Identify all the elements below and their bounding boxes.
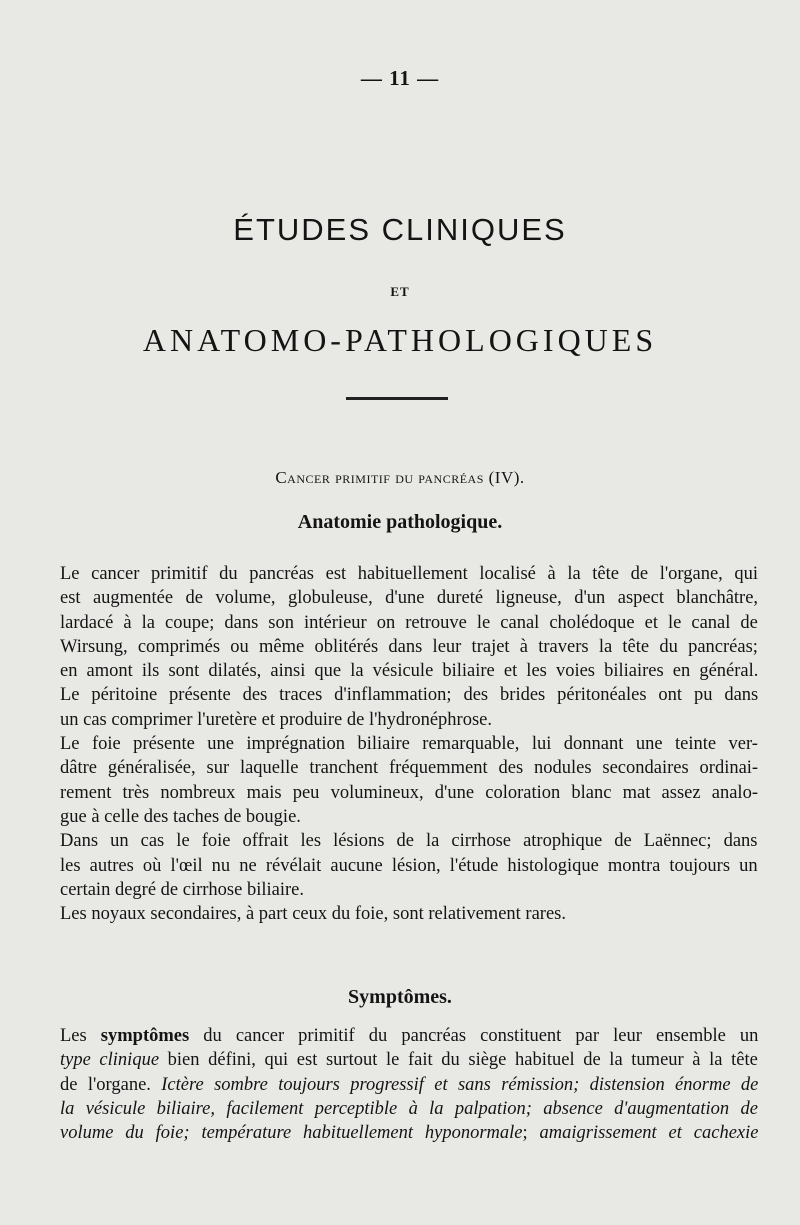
text-line: est augmentée de volume, globuleuse, d'une dureté ligneuse, d'un aspect blanchâtre, [60, 588, 759, 609]
caption-word: pancréas [418, 468, 484, 487]
text-line [60, 1073, 758, 1097]
italic-run: amaigrissement et cachexie [539, 1123, 759, 1144]
text-line: Dans un cas le foie offrait les lésions de la cirrhose atrophique de Laënnec; dans [60, 831, 758, 852]
caption-word: primitif [335, 468, 391, 487]
text-line: rement très nombreux mais peu volumineux, d'une coloration blanc mat assez analo- [60, 782, 758, 803]
text-line: les autres où l'œil nu ne révélait aucune lésion, l'étude histologique montra toujours un [60, 855, 758, 876]
caption-word: Cancer [275, 468, 331, 487]
text-run: du cancer primitif du pancréas constituent par leur ensemble un [189, 1026, 759, 1046]
section-caption [0, 468, 800, 488]
caption-number: (IV). [488, 468, 525, 487]
text-line: un cas comprimer l'uretère et produire de l'hydronéphrose. [60, 709, 493, 730]
text-line: lardacé à la coupe; dans son intérieur on retrouve le canal cholédoque et le canal de [60, 612, 758, 633]
text-line: certain degré de cirrhose biliaire. [60, 879, 304, 900]
text-line: en amont ils sont dilatés, ainsi que la vésicule biliaire et les voies biliaires en général. [60, 661, 759, 682]
italic-run: la vésicule biliaire, facilement perceptible à la palpation; absence d'augmentation de [60, 1098, 758, 1119]
heading-anatomie: Anatomie pathologique. [297, 511, 503, 533]
text-line: Le foie présente une imprégnation biliaire remarquable, lui donnant une teinte ver- [60, 734, 758, 755]
text-run: Les [60, 1026, 101, 1046]
symptomes-body [60, 1024, 758, 1145]
text-line: dâtre généralisée, sur laquelle tranchent fréquemment des nodules secondaires ordinai- [60, 758, 759, 779]
title-main: ÉTUDES CLINIQUES [233, 212, 567, 247]
bold-term: symptômes [100, 1026, 190, 1046]
italic-term: type clinique [60, 1050, 160, 1071]
text-line [60, 1121, 758, 1145]
italic-run: volume du foie; température habituellement hyponormale [60, 1123, 523, 1144]
text-line: Le péritoine présente des traces d'inflammation; des brides péritonéales ont pu dans [60, 685, 759, 706]
text-line [60, 1097, 758, 1121]
text-line: Wirsung, comprimés ou même oblitérés dans leur trajet à travers la tête du pancréas; [60, 636, 758, 657]
page-number: — 11 — [360, 66, 440, 90]
text-line [60, 1048, 758, 1072]
text-line [60, 1024, 758, 1048]
text-run: bien défini, qui est surtout le fait du siège habituel de la tumeur à la tête [159, 1050, 758, 1071]
text-line: gue à celle des taches de bougie. [60, 806, 301, 827]
text-line: Les noyaux secondaires, à part ceux du foie, sont relativement rares. [60, 904, 566, 925]
text-run: de l'organe. [60, 1074, 162, 1095]
title-connector: ET [390, 284, 410, 299]
title-subtitle: ANATOMO-PATHOLOGIQUES [142, 322, 658, 358]
caption-word: du [395, 468, 414, 487]
text-line: Le cancer primitif du pancréas est habituellement localisé à la tête de l'organe, qui [60, 564, 759, 584]
italic-run: Ictère sombre toujours progressif et sans rémission; distension énorme de [161, 1074, 759, 1095]
title-divider [346, 397, 448, 400]
anatomie-body [60, 562, 758, 926]
text-run: ; [522, 1123, 540, 1144]
heading-symptomes: Symptômes. [348, 986, 452, 1008]
